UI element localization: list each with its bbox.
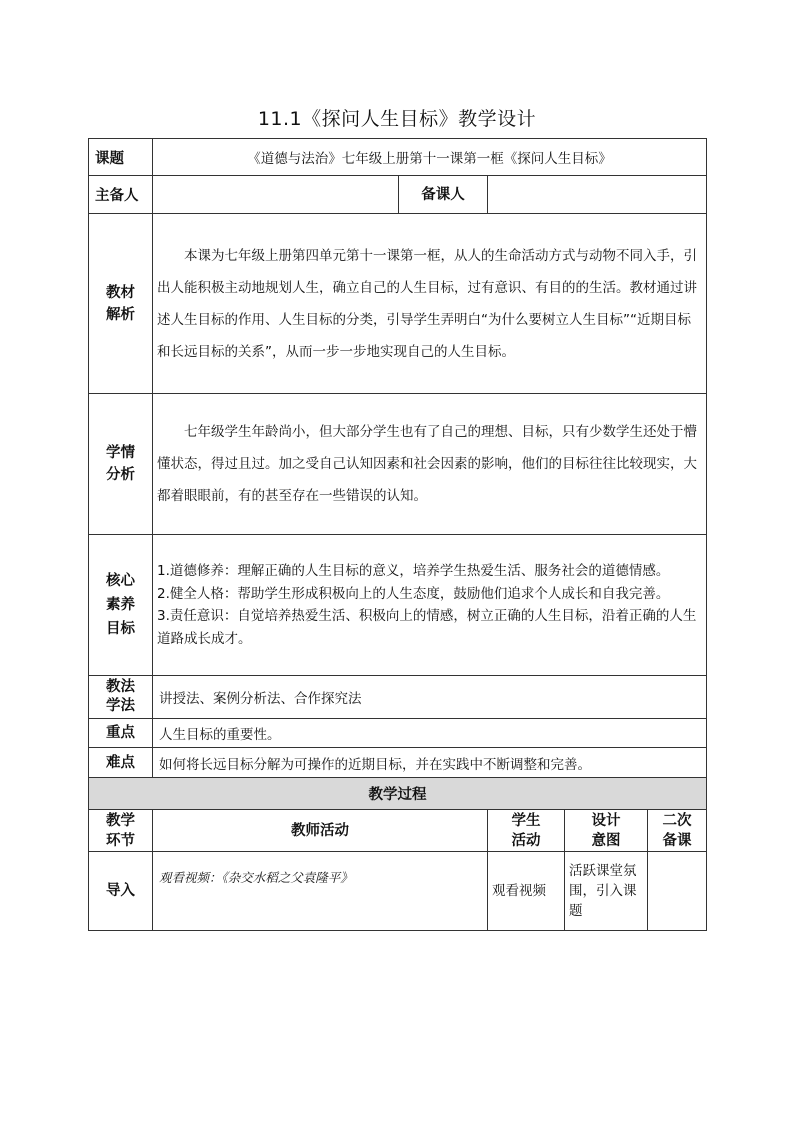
textbook-label-line1: 教材 [106,284,135,301]
col-stage-line1: 教学 [106,812,135,829]
student-analysis-label [89,394,153,535]
lesson-plan-table [88,138,707,931]
col-second-line1: 二次 [662,812,692,829]
textbook-label-line2: 解析 [106,306,135,323]
process-heading: 教学过程 [89,778,707,810]
key-point-label: 重点 [89,719,153,748]
textbook-analysis-label [89,214,153,394]
process-header-row [89,810,707,852]
core-literacy-row [89,535,707,676]
process-row-intro [89,852,707,931]
col-stage-line2: 环节 [106,832,135,849]
core-literacy-label [89,535,153,676]
student-label-line1: 学情 [106,445,135,461]
col-design-line1: 设计 [591,812,621,829]
student-analysis-text: 七年级学生年龄尚小，但大部分学生也有了自己的理想、目标，只有少数学生还处于懵懂状态，得过且过。加之受自己认知因素和社会因素的影响，他们的目标往往比较现实，大都着眼眼前，有的甚至存在一些错误的认知。 [153,394,707,535]
method-label [89,676,153,719]
student-activity-intro: 观看视频 [488,852,565,931]
topic-value: 《道德与法治》七年级上册第十一课第一框《探问人生目标》 [153,139,707,176]
col-student-header [488,810,565,852]
topic-label: 课题 [89,139,153,176]
col-student-line2: 活动 [511,832,541,849]
col-second-header [648,810,707,852]
preparer-value [153,176,399,214]
col-student-line1: 学生 [511,812,541,829]
method-value: 讲授法、案例分析法、合作探究法 [153,676,707,719]
key-point-value: 人生目标的重要性。 [153,719,707,748]
core-goal-item: 3.责任意识：自觉培养热爱生活、积极向上的情感，树立正确的人生目标，沿着正确的人生道路成长成才。 [157,608,697,647]
teacher-activity-intro: 观看视频：《杂交水稻之父袁隆平》 [153,852,488,931]
preparer-row [89,176,707,214]
core-literacy-goals [153,535,707,676]
topic-row [89,139,707,176]
stage-intro: 导入 [89,852,153,931]
difficulty-value: 如何将长远目标分解为可操作的近期目标，并在实践中不断调整和完善。 [153,748,707,778]
col-design-line2: 意图 [591,832,621,849]
core-label-line2: 素养 [106,597,135,613]
core-label-line1: 核心 [106,573,135,589]
method-label-line2: 学法 [106,698,135,714]
difficulty-row [89,748,707,778]
core-label-line3: 目标 [106,621,135,637]
second-prep-intro [648,852,707,931]
difficulty-label: 难点 [89,748,153,778]
core-goal-item: 2.健全人格：帮助学生形成积极向上的人生态度，鼓励他们追求个人成长和自我完善。 [157,585,670,602]
co-preparer-label: 备课人 [399,176,488,214]
method-label-line1: 教法 [106,679,135,695]
student-analysis-row [89,394,707,535]
method-row [89,676,707,719]
core-goal-item: 1.道德修养：理解正确的人生目标的意义，培养学生热爱生活、服务社会的道德情感。 [157,563,670,579]
document-title: 11.1《探问人生目标》教学设计 [257,108,537,130]
student-label-line2: 分析 [106,467,135,483]
col-second-line2: 备课 [662,832,692,849]
preparer-label: 主备人 [89,176,153,214]
key-point-row [89,719,707,748]
col-design-header [565,810,648,852]
textbook-analysis-text: 本课为七年级上册第四单元第十一课第一框，从人的生命活动方式与动物不同入手，引出人能积极主动地规划人生，确立自己的人生目标，过有意识、有目的的生活。教材通过讲述人生目标的作用、人生目标的分类，引导学生弄明白“为什么要树立人生目标”“近期目标和长远目标的关系”，从而一步一步地实现自己的人生目标。 [153,214,707,394]
col-stage-header [89,810,153,852]
process-heading-row [89,778,707,810]
design-intent-intro: 活跃课堂氛围，引入课题 [565,852,648,931]
co-preparer-value [488,176,707,214]
textbook-analysis-row [89,214,707,394]
col-teacher-header: 教师活动 [153,810,488,852]
